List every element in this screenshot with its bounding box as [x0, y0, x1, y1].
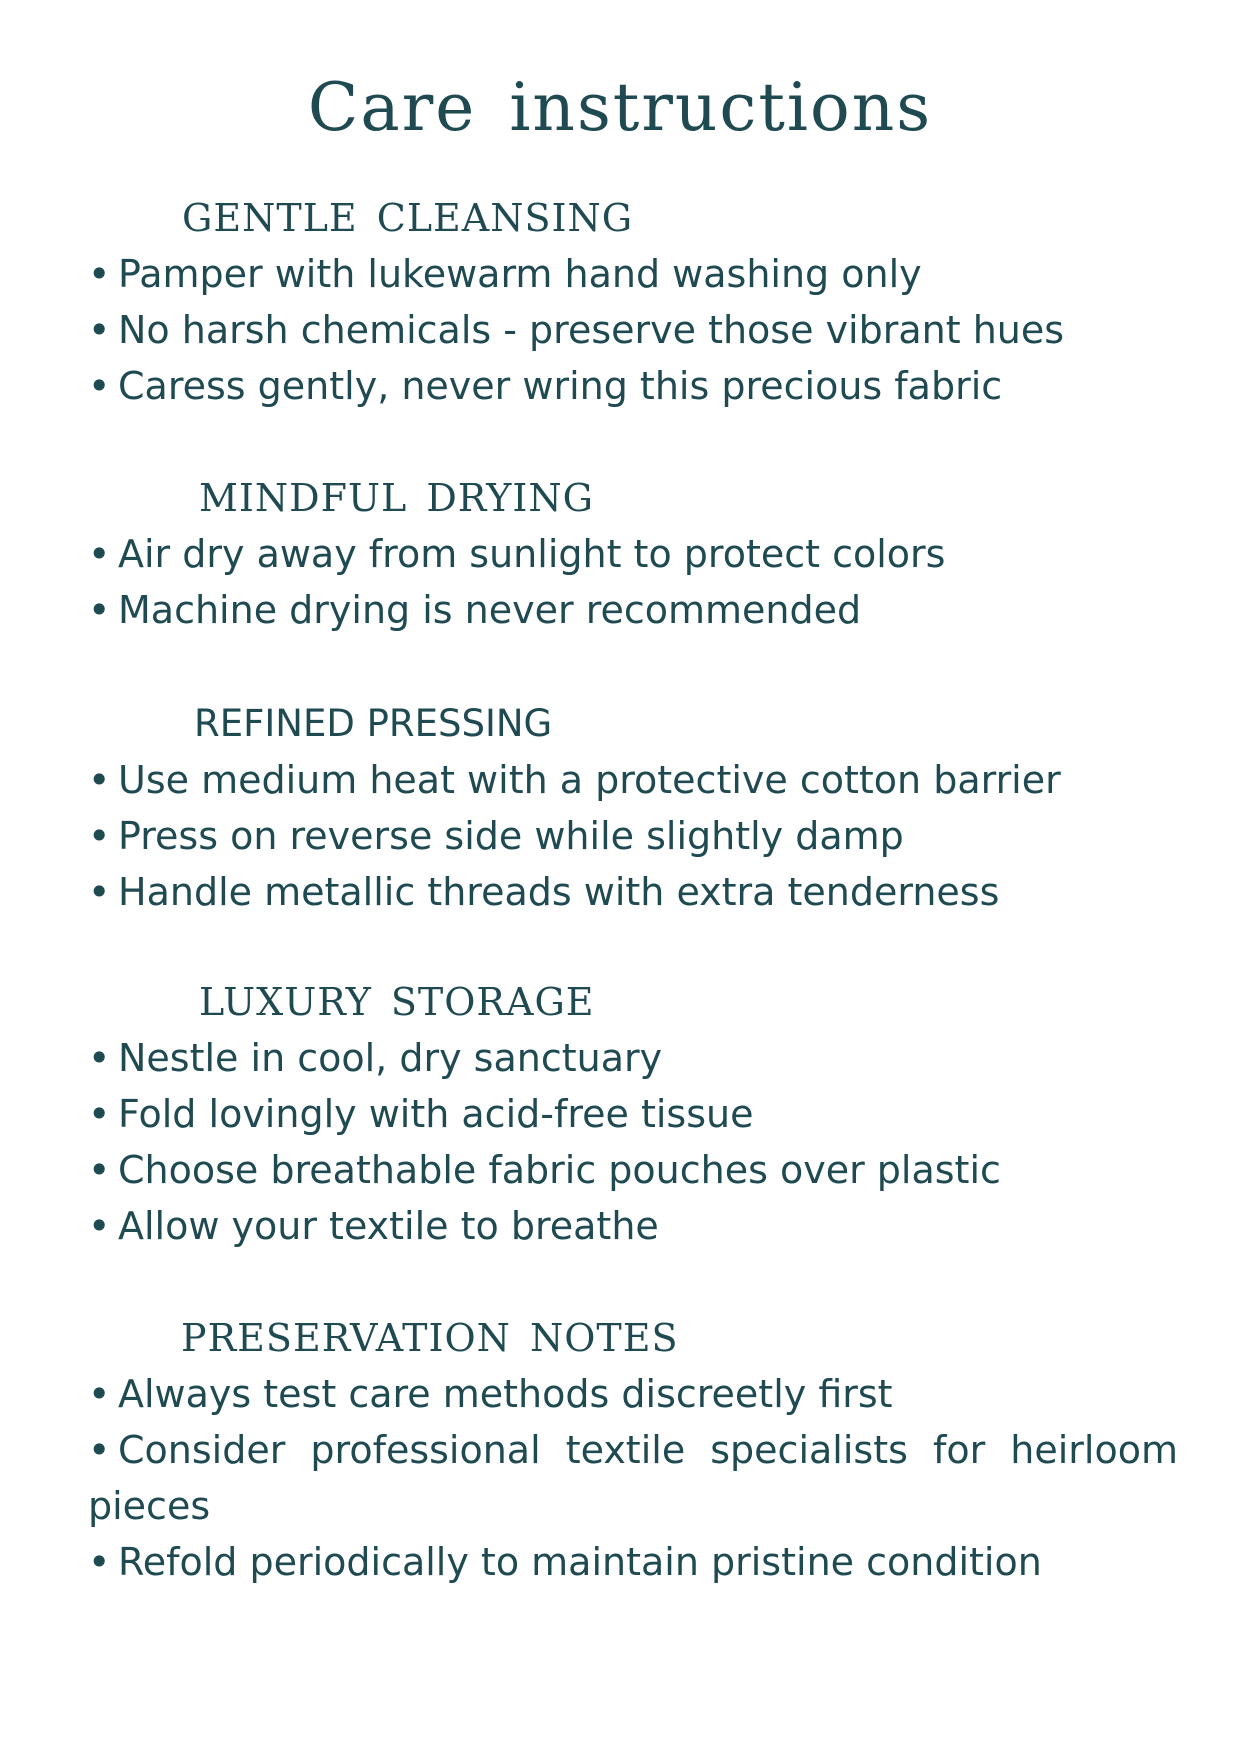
- care-list: [88, 526, 1178, 638]
- list-item-text: Fold lovingly with acid-free tissue: [118, 1092, 754, 1136]
- list-item-text: Allow your textile to breathe: [118, 1204, 659, 1248]
- list-item-text: Consider professional textile specialists for heirloom pieces: [88, 1428, 1178, 1528]
- list-item-text: Always test care methods discreetly first: [118, 1372, 893, 1416]
- section-gentle-cleansing: [88, 190, 1178, 414]
- list-item: [88, 1534, 1178, 1590]
- list-item: [88, 1422, 1178, 1534]
- care-list: [88, 1030, 1178, 1254]
- list-item: [88, 246, 1178, 302]
- section-luxury-storage: [88, 974, 1178, 1254]
- list-item-text: Handle metallic threads with extra tenderness: [118, 870, 1000, 914]
- section-heading: MINDFUL DRYING: [199, 476, 594, 520]
- bullet-icon: •: [88, 1148, 111, 1192]
- list-item-text: Air dry away from sunlight to protect colors: [118, 532, 946, 576]
- section-mindful-drying: [88, 470, 1178, 638]
- list-item: [88, 752, 1178, 808]
- bullet-icon: •: [88, 870, 111, 914]
- section-preservation-notes: [88, 1310, 1178, 1590]
- list-item: [88, 358, 1178, 414]
- list-item: [88, 526, 1178, 582]
- list-item-text: Caress gently, never wring this precious fabric: [118, 364, 1003, 408]
- list-item-text: Choose breathable fabric pouches over plastic: [118, 1148, 1001, 1192]
- bullet-icon: •: [88, 588, 111, 632]
- list-item: [88, 1142, 1178, 1198]
- list-item: [88, 808, 1178, 864]
- list-item-text: Nestle in cool, dry sanctuary: [118, 1036, 663, 1080]
- bullet-icon: •: [88, 1540, 111, 1584]
- list-item: [88, 302, 1178, 358]
- list-item-text: Use medium heat with a protective cotton barrier: [118, 758, 1061, 802]
- bullet-icon: •: [88, 1036, 111, 1080]
- list-item: [88, 864, 1178, 920]
- list-item: [88, 1086, 1178, 1142]
- section-heading: PRESERVATION NOTES: [181, 1316, 679, 1360]
- bullet-icon: •: [88, 364, 111, 408]
- care-list: [88, 752, 1178, 920]
- list-item: [88, 582, 1178, 638]
- section-heading: LUXURY STORAGE: [199, 980, 595, 1024]
- section-heading: REFINED PRESSING: [194, 702, 553, 745]
- bullet-icon: •: [88, 1372, 111, 1416]
- bullet-icon: •: [88, 1092, 111, 1136]
- list-item: [88, 1198, 1178, 1254]
- bullet-icon: •: [88, 1204, 111, 1248]
- bullet-icon: •: [88, 308, 111, 352]
- section-heading: GENTLE CLEANSING: [182, 196, 634, 240]
- page-title: Care instructions: [307, 69, 933, 146]
- bullet-icon: •: [88, 1428, 111, 1472]
- list-item-text: Refold periodically to maintain pristine condition: [118, 1540, 1042, 1584]
- list-item-text: Machine drying is never recommended: [118, 588, 862, 632]
- bullet-icon: •: [88, 758, 111, 802]
- list-item-text: Press on reverse side while slightly damp: [118, 814, 904, 858]
- bullet-icon: •: [88, 814, 111, 858]
- list-item-text: No harsh chemicals - preserve those vibrant hues: [118, 308, 1065, 352]
- care-list: [88, 1366, 1178, 1590]
- list-item: [88, 1030, 1178, 1086]
- care-list: [88, 246, 1178, 414]
- bullet-icon: •: [88, 252, 111, 296]
- list-item-text: Pamper with lukewarm hand washing only: [118, 252, 922, 296]
- bullet-icon: •: [88, 532, 111, 576]
- section-refined-pressing: [88, 696, 1178, 920]
- list-item: [88, 1366, 1178, 1422]
